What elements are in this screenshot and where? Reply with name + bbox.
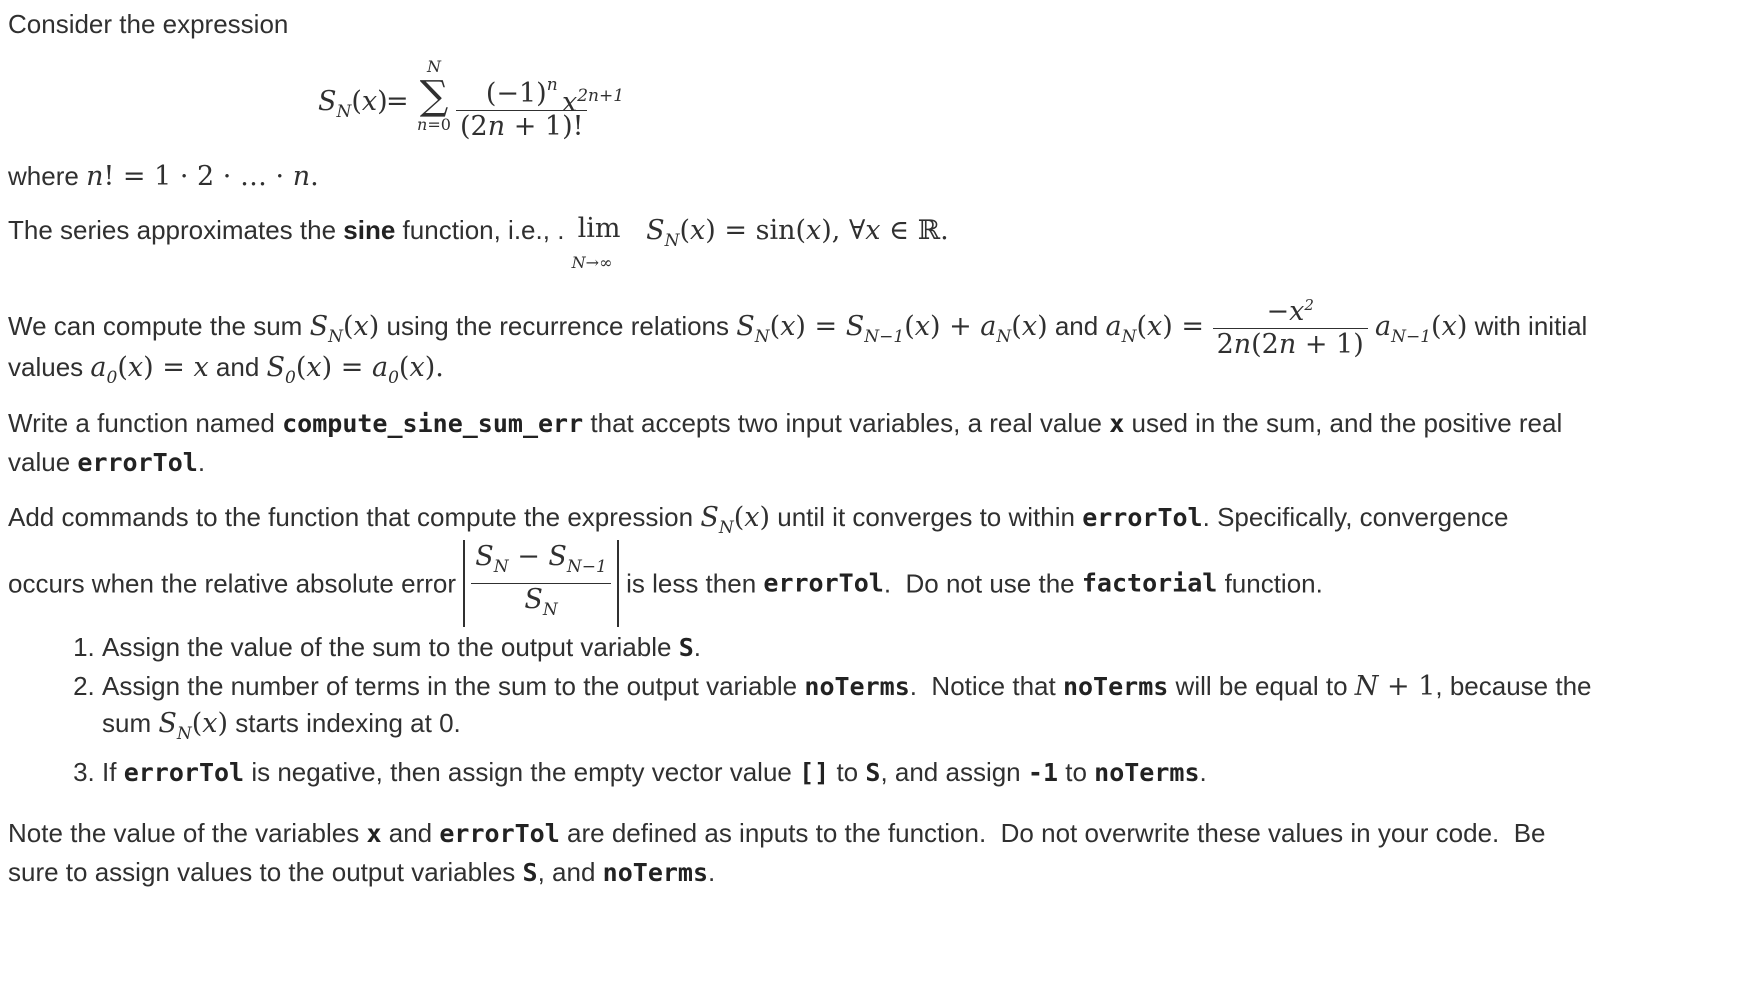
list-item: 3. If errorTol is negative, then assign the empty vector value [] to S, and assign -1 to noTerms. <box>102 753 1742 792</box>
note-line-1: Note the value of the variables x and errorTol are defined as inputs to the function. Do not overwrite these values in your code. Be <box>8 818 1546 848</box>
note-line-2: sure to assign values to the output variables S, and noTerms. <box>8 857 716 887</box>
factorial-definition: where n! = 1 · 2 · … · n. <box>8 161 319 192</box>
summation-symbol: N ∑ n=0 <box>417 57 451 134</box>
recurrence-line: We can compute the sum $S_N(x)$ using the recurrence relations $S_N(x) = S_{N-1}(x) + a_N(x)$ and $a_N(x)$ = $\frac{-x^2}{2n(2n + 1)}$ $a_{N-1}(x)$ with initial <box>8 290 1587 346</box>
write-function-line-2: value errorTol. <box>8 447 206 477</box>
convergence-line-2: occurs when the relative absolute error $\frac{S_N - S_{N-1}}{S_N}$ is less then errorTol. Do not use the factorial function. <box>8 540 1323 606</box>
list-item: 1. Assign the value of the sum to the output variable S. <box>102 628 1742 667</box>
intro-text: Consider the expression <box>8 9 289 39</box>
sine-limit-line: The series approximates the sine function, i.e., . lim N→∞ $S_N(x) = \sin(x)$, ∀x ∈ ℝ. <box>8 213 949 272</box>
instruction-list <box>72 628 1742 792</box>
relative-error-expression: $\frac{S_N - S_{N-1}}{S_N}$ <box>463 540 619 627</box>
convergence-line-1: Add commands to the function that compute the expression $S_N(x)$ until it converges to within errorTol. Specifically, convergence <box>8 502 1509 538</box>
function-name: compute_sine_sum_err <box>282 409 584 438</box>
list-item: 2. Assign the number of terms in the sum to the output variable noTerms. Notice that noTerms will be equal to N + 1, because the sum $S_N(x)$ starts indexing at 0. <box>102 667 1742 753</box>
write-function-line-1: Write a function named compute_sine_sum_err that accepts two input variables, a real value x used in the sum, and the positive real <box>8 408 1563 438</box>
initial-values-line: values $a_0(x) = x$ and $S_0(x) = a_0(x)$. <box>8 352 444 388</box>
